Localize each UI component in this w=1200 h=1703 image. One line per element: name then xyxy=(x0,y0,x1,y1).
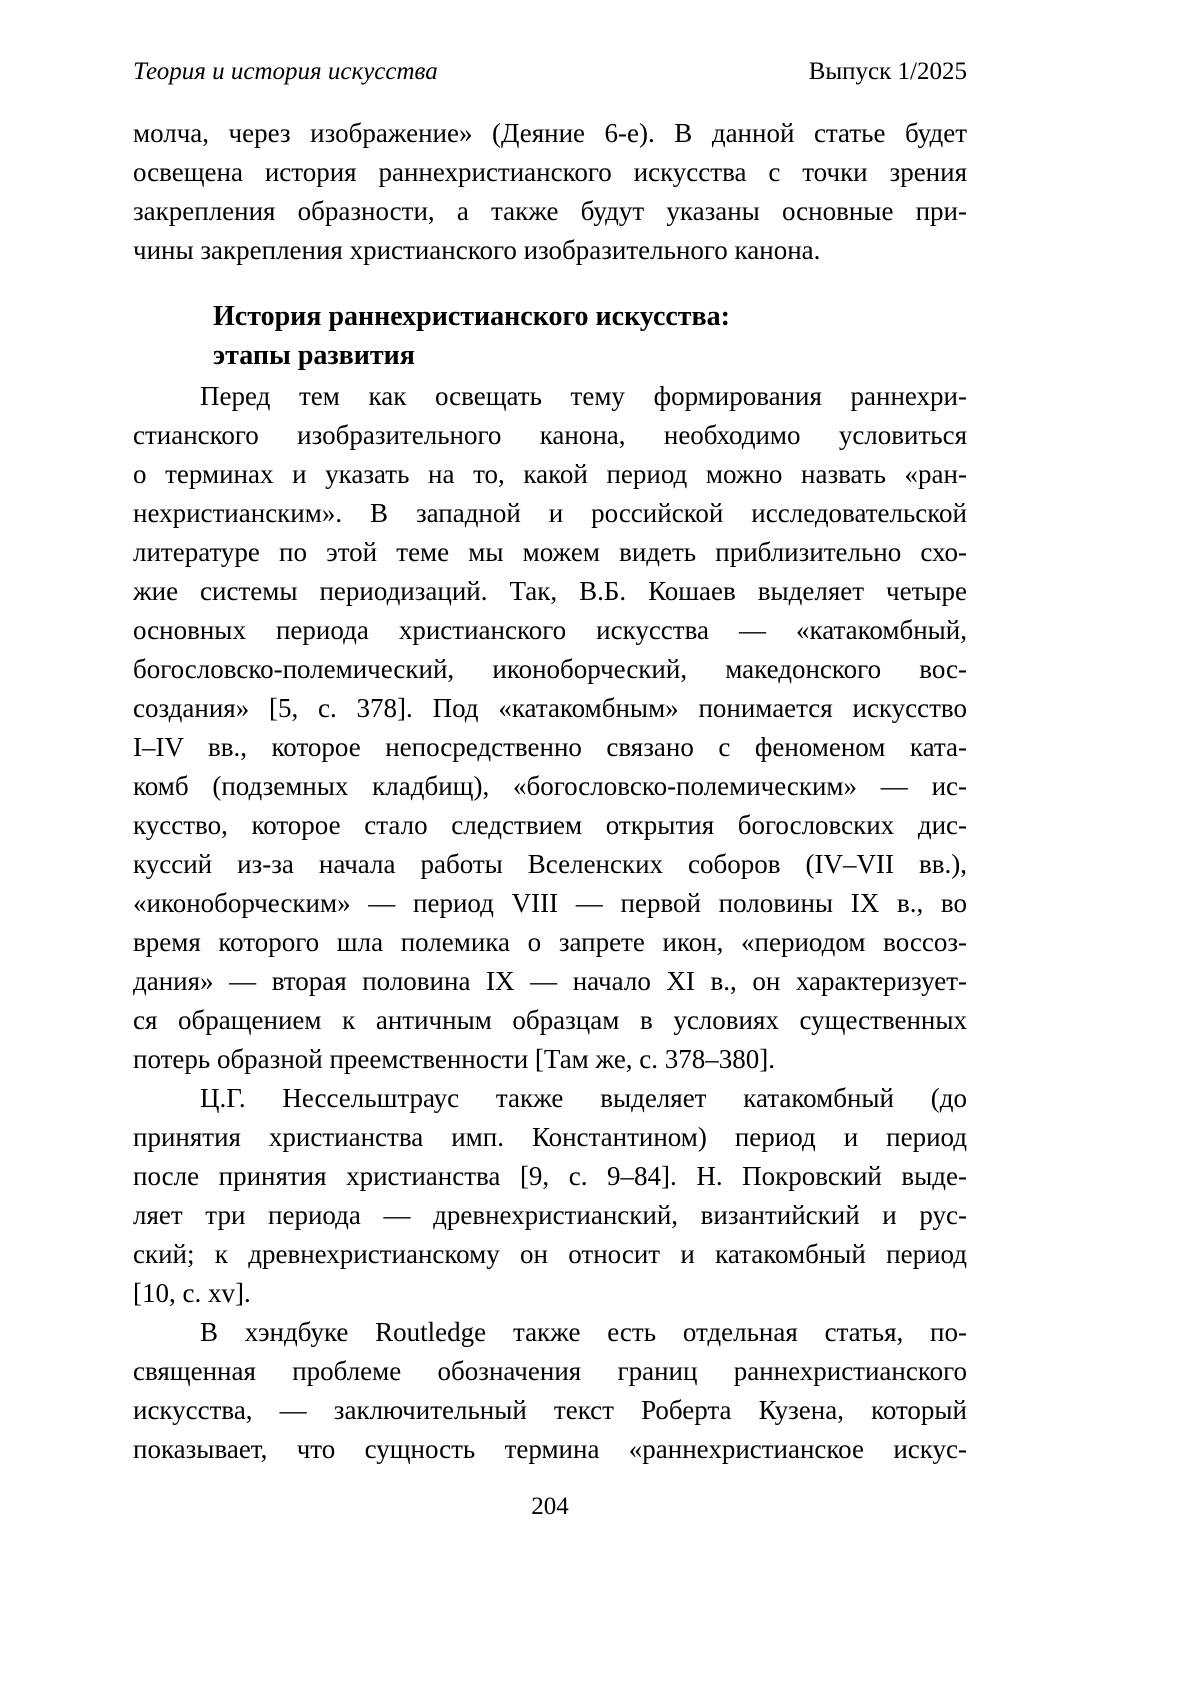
text-line: кусство, которое стало следствием открытия богословских дис- xyxy=(133,810,967,840)
text-line: искусства, — заключительный текст Роберта Кузена, который xyxy=(133,1395,967,1425)
text-line: литературе по этой теме мы можем видеть приблизительно схо- xyxy=(133,537,967,567)
text-line: время которого шла полемика о запрете икон, «периодом воссоз- xyxy=(133,927,967,957)
text-line: молча, через изображение» (Деяние 6-е). В данной статье будет xyxy=(133,118,967,148)
text-line: нехристианским». В западной и российской исследовательской xyxy=(133,498,967,528)
text-line: чины закрепления христианского изобразительного канона. xyxy=(133,235,821,265)
paragraph xyxy=(133,377,967,1079)
text-line: основных периода христианского искусства — «катакомбный, xyxy=(133,615,967,645)
text-line: ляет три периода — древнехристианский, византийский и рус- xyxy=(133,1200,967,1230)
text-line: История раннехристианского искусства: xyxy=(213,301,731,332)
text-line: В хэндбуке Routledge также есть отдельная статья, по- xyxy=(200,1317,967,1347)
paragraph xyxy=(133,1313,967,1469)
text-line: Перед тем как освещать тему формирования раннехри- xyxy=(200,381,967,411)
text-line: показывает, что сущность термина «раннехристианское искус- xyxy=(133,1434,967,1464)
text-line: потерь образной преемственности [Там же, с. 378–380]. xyxy=(133,1044,776,1074)
paragraph xyxy=(133,1079,967,1313)
text-line: богословско-полемический, иконоборческий, македонского вос- xyxy=(133,654,967,684)
text-line: создания» [5, с. 378]. Под «катакомбным» понимается искусство xyxy=(133,693,967,723)
text-line: священная проблеме обозначения границ раннехристианского xyxy=(133,1356,967,1386)
text-line: «иконоборческим» — период VIII — первой половины IX в., во xyxy=(133,888,967,918)
text-line: жие системы периодизаций. Так, В.Б. Кошаев выделяет четыре xyxy=(133,576,967,606)
text-line: освещена история раннехристианского искусства с точки зрения xyxy=(133,157,967,187)
text-line: Ц.Г. Нессельштраус также выделяет катакомбный (до xyxy=(200,1083,967,1113)
text-line: дания» — вторая половина IX — начало XI в., он характеризует- xyxy=(133,966,967,996)
text-line: куссий из-за начала работы Вселенских соборов (IV–VII вв.), xyxy=(133,849,967,879)
text-line: о терминах и указать на то, какой период можно назвать «ран- xyxy=(133,459,967,489)
text-line: комб (подземных кладбищ), «богословско-полемическим» — ис- xyxy=(133,771,967,801)
text-line: закрепления образности, а также будут указаны основные при- xyxy=(133,196,967,226)
page-footer xyxy=(133,1492,967,1522)
text-line: стианского изобразительного канона, необходимо условиться xyxy=(133,420,967,450)
header-issue-label: Выпуск 1/2025 xyxy=(808,58,967,85)
text-line: ский; к древнехристианскому он относит и катакомбный период xyxy=(133,1239,967,1269)
paragraph xyxy=(133,114,967,270)
text-line: I–IV вв., которое непосредственно связано с феноменом ката- xyxy=(133,732,967,762)
text-line: после принятия христианства [9, с. 9–84]. Н. Покровский выде- xyxy=(133,1161,967,1191)
section-heading xyxy=(133,297,967,375)
running-header xyxy=(133,57,967,87)
text-line: [10, с. xv]. xyxy=(133,1278,251,1308)
text-line: принятия христианства имп. Константином) период и период xyxy=(133,1122,967,1152)
text-line: ся обращением к античным образцам в условиях существенных xyxy=(133,1005,967,1035)
page-number: 204 xyxy=(531,1493,569,1520)
header-section-title: Теория и история искусства xyxy=(133,58,438,85)
text-line: этапы развития xyxy=(213,340,415,371)
article-body xyxy=(133,114,967,1469)
